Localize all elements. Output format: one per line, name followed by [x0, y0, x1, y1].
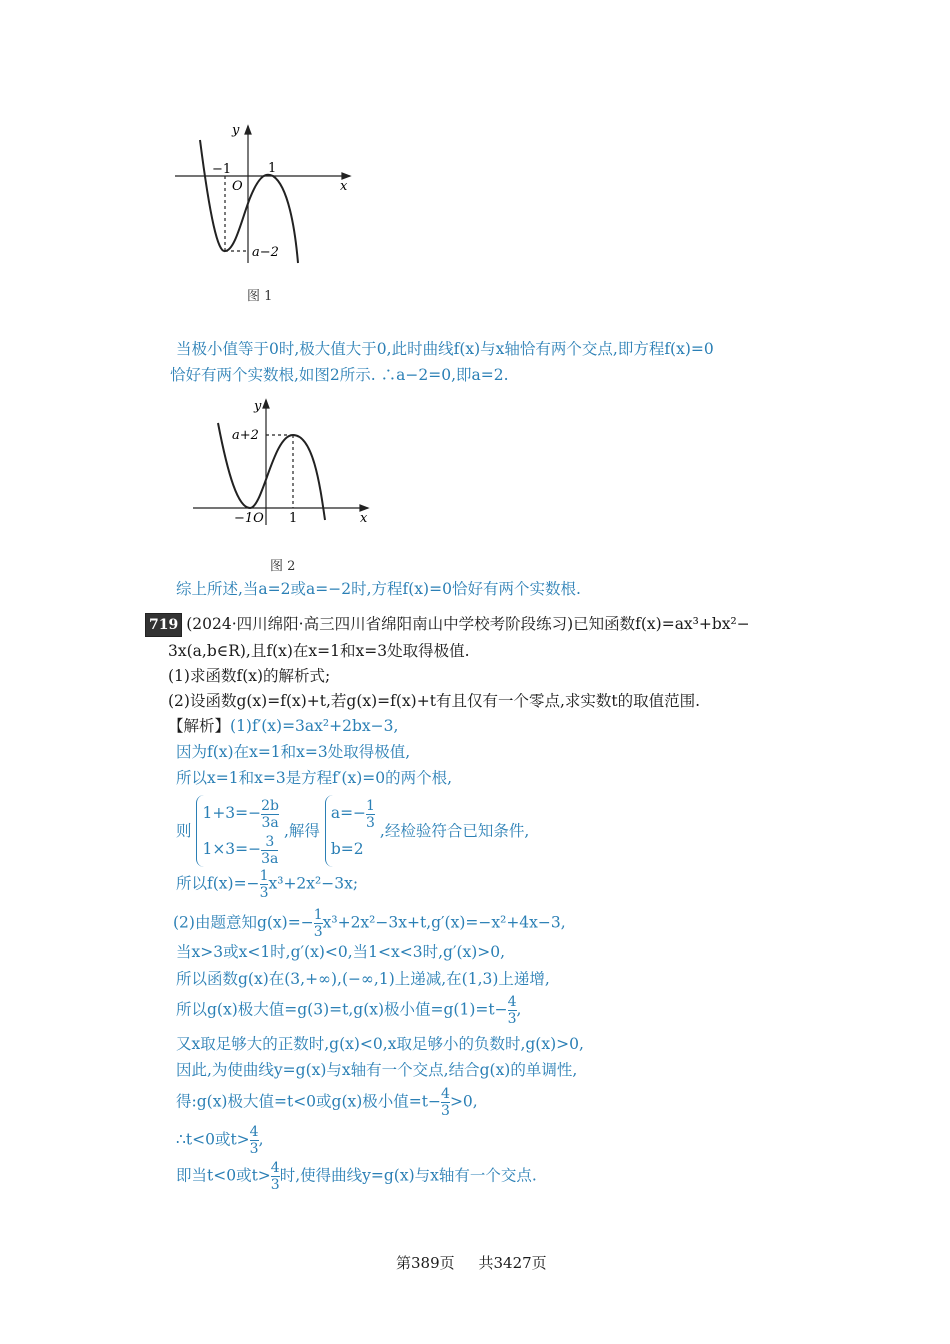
- fig1-y-label: y: [232, 123, 240, 138]
- fig1-min-label: a−2: [252, 245, 279, 260]
- figure-1: [170, 118, 360, 268]
- solution-line3: 所以x=1和x=3是方程f′(x)=0的两个根,: [176, 769, 453, 787]
- figure-2-caption: 图 2: [270, 559, 296, 574]
- figure-2: [188, 395, 378, 530]
- solution-line7: 当x>3或x<1时,g′(x)<0,当1<x<3时,g′(x)>0,: [176, 943, 506, 961]
- fig1-one-label: 1: [268, 161, 277, 176]
- solution-line5: 所以f(x)=− $\frac{1}{3}$ x³+2x²−3x;: [176, 868, 359, 901]
- solution-line2: 因为f(x)在x=1和x=3处取得极值,: [176, 743, 411, 761]
- solution-line1: 【解析】(1)f′(x)=3ax²+2bx−3,: [168, 717, 399, 735]
- solution-line14: 即当t<0或t> $\frac{4}{3}$ 时,使得曲线y=g(x)与x轴有一个交点.: [176, 1160, 537, 1193]
- question-1: (1)求函数f(x)的解析式;: [168, 667, 331, 685]
- page-footer: [396, 1252, 547, 1273]
- solution-line6: (2)由题意知g(x)=− $\frac{1}{3}$ x³+2x²−3x+t,g′(x)=−x²+4x−3,: [173, 907, 566, 940]
- solution-tag: 【解析】: [168, 717, 231, 735]
- equation-system-2: a=− $\frac{1}{3}$ b=2: [325, 795, 375, 867]
- fig1-x-label: x: [340, 179, 348, 194]
- equation-system-1: 1+3=− $\frac{2b}{3a}$ 1×3=− $\frac{3}{3a}$: [196, 795, 279, 867]
- question-2: (2)设函数g(x)=f(x)+t,若g(x)=f(x)+t有且仅有一个零点,求实数t的取值范围.: [168, 692, 701, 710]
- solution-line13: ∴t<0或t> $\frac{4}{3}$ ,: [176, 1124, 264, 1157]
- text1-line1: 当极小值等于0时,极大值大于0,此时曲线f(x)与x轴恰有两个交点,即方程f(x)=0: [176, 340, 714, 358]
- fig2-origin-label: −1O: [234, 511, 264, 526]
- summary-line: 综上所述,当a=2或a=−2时,方程f(x)=0恰好有两个实数根.: [176, 580, 581, 598]
- fig2-x-label: x: [360, 511, 368, 526]
- fig1-origin-label: O: [232, 179, 243, 194]
- problem-number: 719: [145, 613, 182, 637]
- text1-line2: 恰好有两个实数根,如图2所示. ∴a−2=0,即a=2.: [170, 366, 509, 384]
- figure-1-caption: 图 1: [247, 289, 273, 304]
- fig2-one-label: 1: [289, 511, 298, 526]
- problem-line1: 719 (2024·四川绵阳·高三四川省绵阳南山中学校考阶段练习)已知函数f(x)=ax³+bx²−: [145, 613, 750, 637]
- solution-line12: 得:g(x)极大值=t<0或g(x)极小值=t− $\frac{4}{3}$ >0,: [176, 1086, 478, 1119]
- page-number: 第389页: [396, 1254, 455, 1272]
- fig2-y-label: y: [254, 399, 262, 414]
- solution-line11: 因此,为使曲线y=g(x)与x轴有一个交点,结合g(x)的单调性,: [176, 1061, 578, 1079]
- page-total: 共3427页: [478, 1254, 547, 1272]
- fig1-neg-one-label: −1: [212, 162, 232, 177]
- fig2-max-label: a+2: [232, 428, 259, 443]
- solution-system-line: 则 1+3=− $\frac{2b}{3a}$ 1×3=− $\frac{3}{3a}$ ,解得 a=− $\frac{1}{3}$ b=2 ,经检验符合已知条件,: [176, 795, 529, 867]
- problem-line2: 3x(a,b∈R),且f(x)在x=1和x=3处取得极值.: [168, 642, 470, 660]
- solution-line10: 又x取足够大的正数时,g(x)<0,x取足够小的负数时,g(x)>0,: [176, 1035, 584, 1053]
- solution-line9: 所以g(x)极大值=g(3)=t,g(x)极小值=g(1)=t− $\frac{4}{3}$ ,: [176, 994, 522, 1027]
- solution-line8: 所以函数g(x)在(3,+∞),(−∞,1)上递减,在(1,3)上递增,: [176, 970, 550, 988]
